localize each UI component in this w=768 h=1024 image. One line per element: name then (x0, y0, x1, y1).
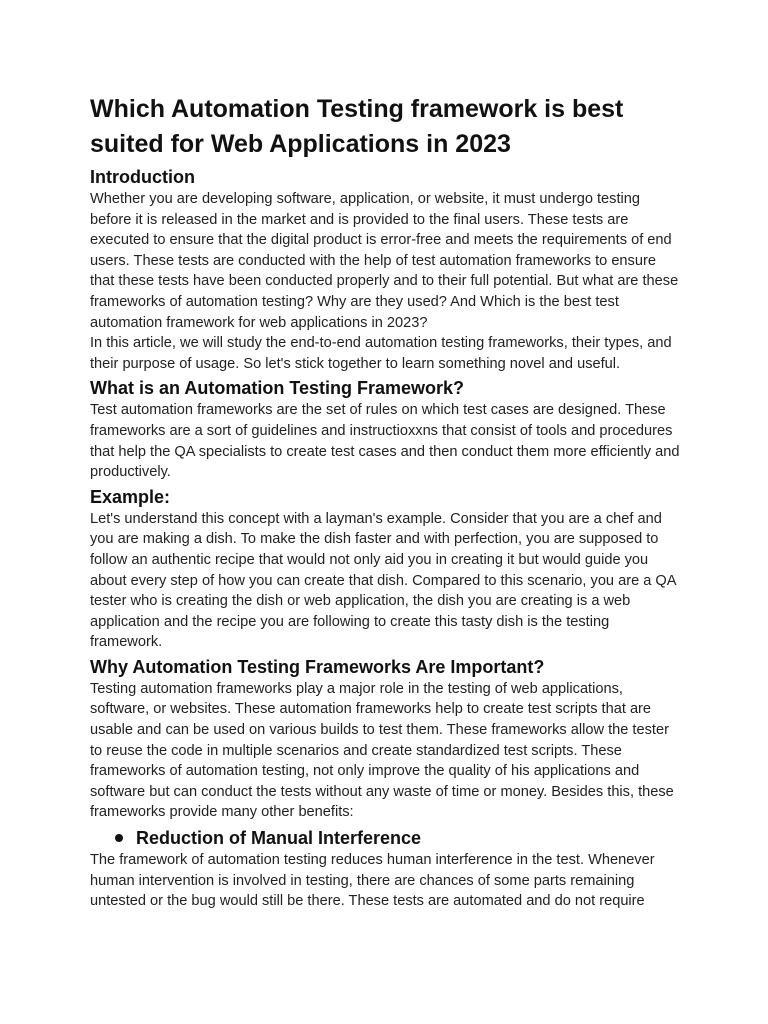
heading-what-is: What is an Automation Testing Framework? (90, 378, 465, 399)
paragraph-introduction-2: In this article, we will study the end-to-end automation testing frameworks, their types, and their purpose of usage. So let's stick together to learn something novel and useful. (90, 335, 672, 372)
bullet-icon (115, 834, 123, 842)
paragraph-introduction-1: Whether you are developing software, application, or website, it must undergo testing before it is released in the market and is provided to the final users. These tests are executed to ensure that the digital product is error-free and meets the requirements of end users. These tests are conducted with the help of test automation frameworks to ensure that these tests have been conducted properly and to their full potential. But what are these frameworks of automation testing? Why are they used? And Which is the best test automation framework for web applications in 2023? (90, 191, 679, 331)
heading-reduction: Reduction of Manual Interference (136, 828, 422, 849)
heading-example: Example: (90, 486, 171, 507)
heading-introduction: Introduction (90, 167, 195, 187)
document-title: Which Automation Testing framework is best suited for Web Applications in 2023 (90, 95, 624, 158)
paragraph-example: Let's understand this concept with a layman's example. Consider that you are a chef and you are making a dish. To make the dish faster and with perfection, you are supposed to follow an authentic recipe that would not only aid you in creating it but would guide you about every step of how you can create that dish. Compared to this scenario, you are a QA tester who is creating the dish or web application, the dish you are creating is a web application and the recipe you are following to create this tasty dish is the testing framework. (90, 510, 676, 651)
document-page (90, 92, 680, 912)
heading-why-important: Why Automation Testing Frameworks Are Important? (90, 656, 545, 677)
paragraph-why-important: Testing automation frameworks play a major role in the testing of web applications, software, or websites. These automation frameworks help to create test scripts that are usable and can be used on various builds to test them. These frameworks allow the tester to reuse the code in multiple scenarios and create standardized test scripts. These frameworks of automation testing, not only improve the quality of his applications and software but can conduct the tests without any waste of time or money. Besides this, these frameworks provide many other benefits: (90, 680, 674, 821)
paragraph-reduction: The framework of automation testing reduces human interference in the test. Whenever human intervention is involved in testing, there are chances of some parts remaining untested or the bug would still be there. These tests are automated and do not require (90, 852, 655, 910)
paragraph-what-is: Test automation frameworks are the set of rules on which test cases are designed. These frameworks are a sort of guidelines and instructioxxns that consist of tools and procedures that help the QA specialists to create test cases and then conduct them more efficiently and productively. (90, 402, 680, 481)
bullet-reduction (90, 827, 680, 849)
